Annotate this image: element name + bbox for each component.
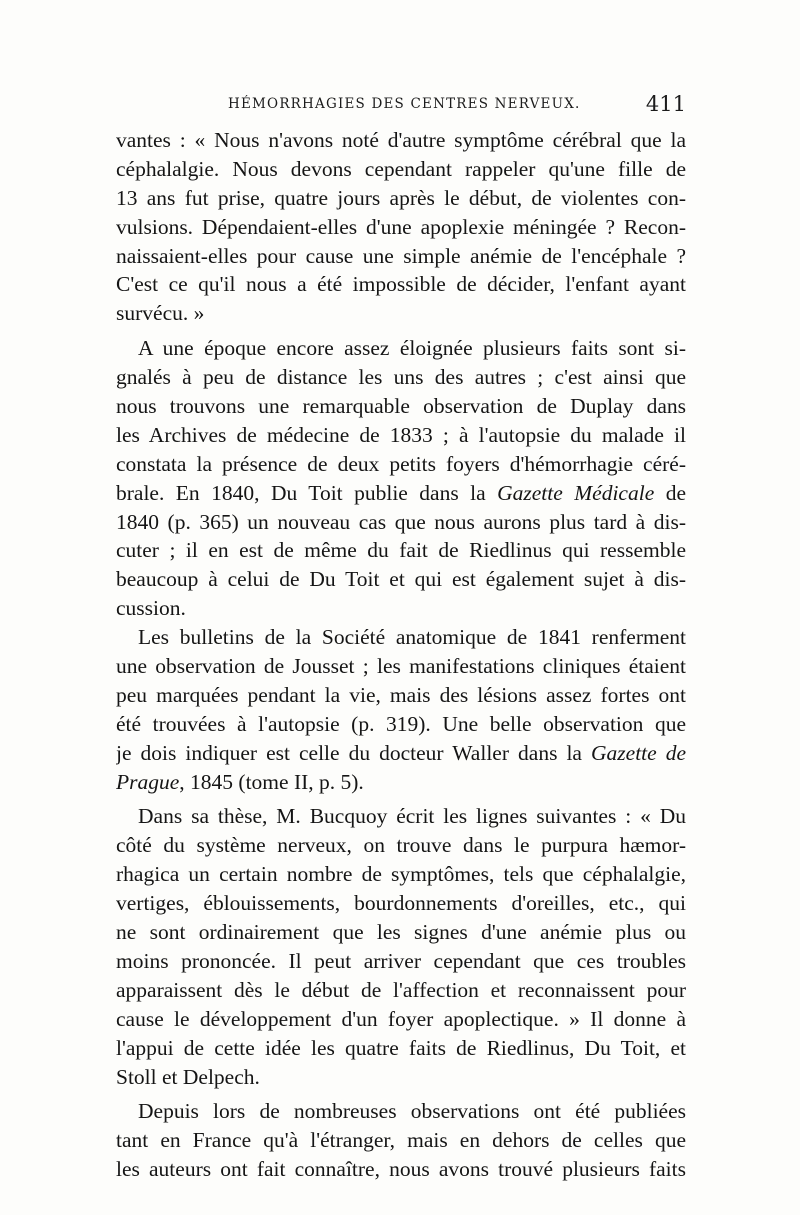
running-title: HÉMORRHAGIES DES CENTRES NERVEUX. — [228, 96, 581, 112]
text-line: vertiges, éblouissements, bourdonnements d'oreilles, etc., qui — [116, 891, 686, 916]
body-text — [116, 126, 686, 1184]
text-line: moins prononcée. Il peut arriver cependant que ces troubles — [116, 948, 686, 973]
text-line: cause le développement d'un foyer apoplectique. » Il donne à — [116, 1006, 686, 1031]
text-line: gnalés à peu de distance les uns des autres ; c'est ainsi que — [116, 365, 686, 390]
page-header — [116, 92, 686, 120]
text-line: l'appui de cette idée les quatre faits de Riedlinus, Du Toit, et — [116, 1035, 686, 1060]
text-line: nous trouvons une remarquable observation de Duplay dans — [116, 394, 686, 419]
text-line: cussion. — [116, 596, 186, 621]
text-line: ne sont ordinairement que les signes d'une anémie plus ou — [116, 920, 686, 945]
text-line: une observation de Jousset ; les manifestations cliniques étaient — [116, 654, 686, 679]
text-line: apparaissent dès le début de l'affection et reconnaissent pour — [116, 977, 686, 1002]
paragraph — [116, 623, 686, 796]
text-line: Stoll et Delpech. — [116, 1064, 260, 1089]
text-line: survécu. » — [116, 301, 205, 326]
text-line: 13 ans fut prise, quatre jours après le début, de violentes con- — [116, 185, 686, 210]
text-line: tant en France qu'à l'étranger, mais en dehors de celles que — [116, 1128, 686, 1153]
paragraph — [116, 334, 686, 623]
text-line: les auteurs ont fait connaître, nous avons trouvé plusieurs faits — [116, 1157, 686, 1182]
text-line: vantes : « Nous n'avons noté d'autre symptôme cérébral que la — [116, 128, 686, 152]
text-line: peu marquées pendant la vie, mais des lésions assez fortes ont — [116, 682, 686, 707]
text-line: beaucoup à celui de Du Toit et qui est également sujet à dis- — [116, 567, 686, 592]
text-line: je dois indiquer est celle du docteur Waller dans la Gazette de — [116, 740, 686, 765]
text-line: les Archives de médecine de 1833 ; à l'autopsie du malade il — [116, 422, 686, 447]
text-line: côté du système nerveux, on trouve dans le purpura hæmor- — [116, 833, 686, 858]
text-line: Dans sa thèse, M. Bucquoy écrit les lignes suivantes : « Du — [138, 804, 686, 829]
paragraph — [116, 1097, 686, 1184]
text-line: C'est ce qu'il nous a été impossible de décider, l'enfant ayant — [116, 272, 686, 297]
page-number: 411 — [645, 92, 686, 116]
paragraph — [116, 126, 686, 328]
text-line: A une époque encore assez éloignée plusieurs faits sont si- — [138, 336, 686, 361]
text-line: 1840 (p. 365) un nouveau cas que nous aurons plus tard à dis- — [116, 509, 686, 534]
text-line: rhagica un certain nombre de symptômes, tels que céphalalgie, — [116, 862, 686, 887]
text-line: cuter ; il en est de même du fait de Riedlinus qui ressemble — [116, 538, 686, 563]
text-line: céphalalgie. Nous devons cependant rappeler qu'une fille de — [116, 156, 686, 181]
text-line: naissaient-elles pour cause une simple anémie de l'encéphale ? — [116, 243, 686, 268]
text-line: été trouvées à l'autopsie (p. 319). Une belle observation que — [116, 711, 686, 736]
text-line: Prague, 1845 (tome II, p. 5). — [116, 769, 364, 794]
text-line: Les bulletins de la Société anatomique de 1841 renferment — [138, 625, 686, 650]
text-line: brale. En 1840, Du Toit publie dans la Gazette Médicale de — [116, 480, 686, 505]
text-line: vulsions. Dépendaient-elles d'une apoplexie méningée ? Recon- — [116, 214, 686, 239]
text-line: constata la présence de deux petits foyers d'hémorrhagie céré- — [116, 451, 686, 476]
text-line: Depuis lors de nombreuses observations ont été publiées — [138, 1099, 686, 1124]
paragraph — [116, 802, 686, 1091]
